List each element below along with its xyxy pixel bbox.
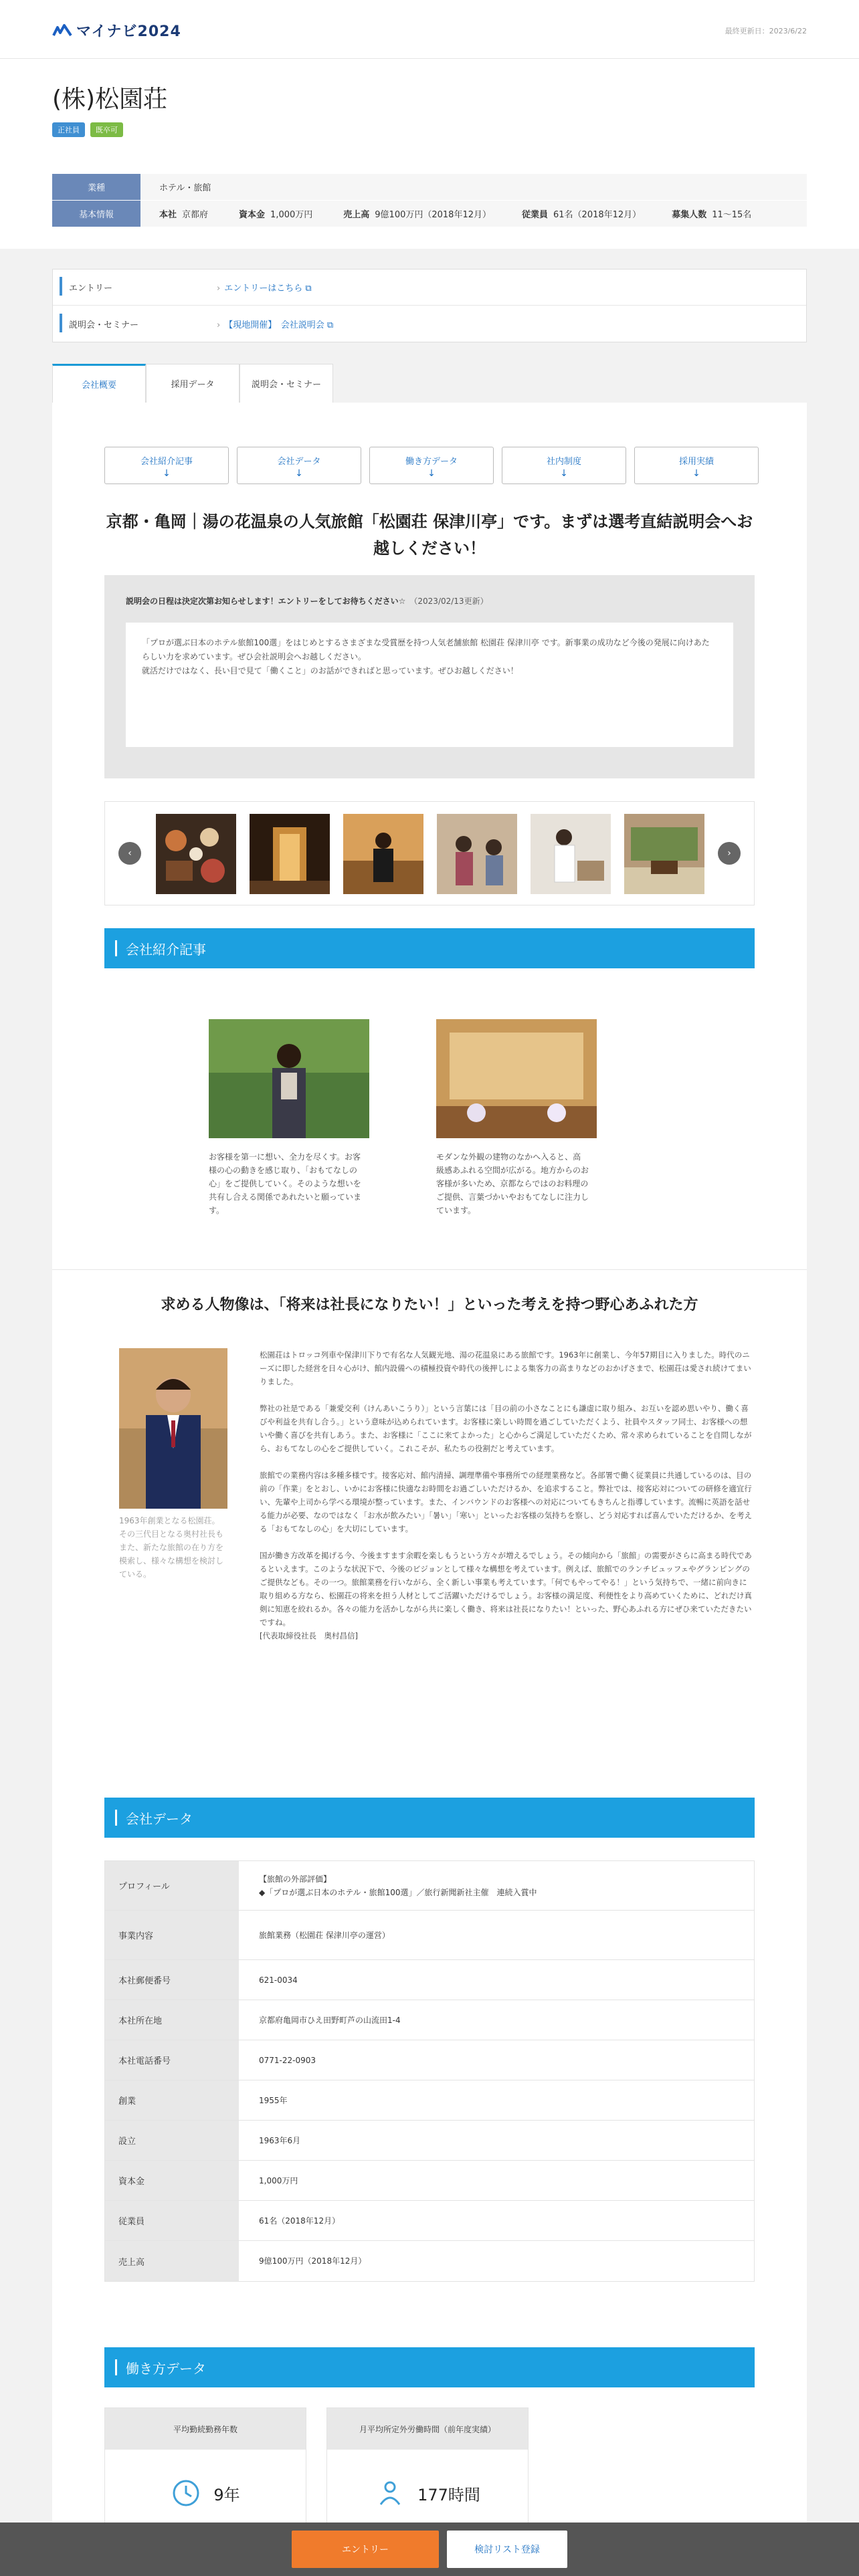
table-cell xyxy=(239,2040,754,2080)
article-photo-okami xyxy=(209,1019,369,1138)
work-stats xyxy=(104,2407,529,2541)
chevron-left-icon[interactable]: ‹ xyxy=(118,842,141,865)
table-header: 事業内容 xyxy=(105,1911,239,1959)
person-caption: 1963年創業となる松園荘。その三代目となる奥村社長もまた、新たな旅館の在り方を模索し、様々な構想を検討している。 xyxy=(119,1516,224,1579)
info-value xyxy=(140,174,807,200)
table-cell xyxy=(239,1960,754,2000)
section-title-data: 会社データ xyxy=(104,1798,755,1838)
table-row xyxy=(105,2121,754,2161)
entry-link[interactable] xyxy=(217,281,312,294)
table-cell xyxy=(239,1861,754,1910)
tab-recruit-data[interactable]: 採用データ xyxy=(146,364,240,403)
company-name: (株)松園荘 xyxy=(52,86,168,113)
anchor-nav xyxy=(104,447,759,484)
gallery-photo-room[interactable] xyxy=(624,814,704,894)
cell-line: 621-0034 xyxy=(259,1975,298,1985)
section-title-intro: 会社紹介記事 xyxy=(104,928,755,968)
anchor-intro[interactable] xyxy=(104,447,229,484)
external-link-icon: ⧉ xyxy=(326,320,334,330)
industry-value: ホテル・旅館 xyxy=(159,183,211,193)
info-label: 基本情報 xyxy=(52,201,140,227)
notice-title-text: 説明会の日程は決定次第お知らせします！エントリーをしてお待ちください☆ xyxy=(126,597,406,606)
table-header: 資本金 xyxy=(105,2161,239,2200)
seminar-link-text: 【現地開催】 会社説明会 xyxy=(224,320,324,330)
table-cell xyxy=(239,2241,754,2281)
president-photo xyxy=(119,1348,227,1509)
gallery-photo-staff[interactable] xyxy=(343,814,423,894)
arrow-down-icon: ↓ xyxy=(692,468,700,479)
recruit-value: 11～15名 xyxy=(712,210,752,220)
notice-title xyxy=(126,595,733,607)
stat-head: 平均勤続勤務年数 xyxy=(105,2408,306,2450)
table-header: 設立 xyxy=(105,2121,239,2160)
table-cell xyxy=(239,2201,754,2240)
info-label: 業種 xyxy=(52,174,140,200)
anchor-label: 採用実績 xyxy=(678,457,714,467)
table-row xyxy=(105,2241,754,2281)
company-head xyxy=(0,59,859,249)
table-row xyxy=(105,2161,754,2201)
anchor-label: 会社データ xyxy=(277,457,321,467)
entry-link-text: エントリーはこちら xyxy=(224,284,303,294)
anchor-label: 社内制度 xyxy=(546,457,581,467)
table-cell xyxy=(239,2000,754,2040)
anchor-work[interactable] xyxy=(369,447,494,484)
info-table xyxy=(52,174,807,227)
entry-box xyxy=(52,269,807,342)
tab-bar xyxy=(52,364,333,403)
gallery-thumbs xyxy=(156,814,704,894)
table-cell xyxy=(239,2161,754,2200)
stat-value: 177時間 xyxy=(417,2485,480,2504)
stat-card xyxy=(104,2407,306,2541)
info-row-basic xyxy=(52,201,807,227)
cell-line: 61名（2018年12月） xyxy=(259,2216,341,2226)
stat-value: 9年 xyxy=(213,2485,240,2504)
catch-copy: 京都・亀岡｜湯の花温泉の人気旅館「松園荘 保津川亭」です。まずは選考直結説明会へお越しください！ xyxy=(106,512,753,558)
section-title-work: 働き方データ xyxy=(104,2347,755,2387)
logo-text: マイナビ2024 xyxy=(76,23,181,40)
article-photo-lobby xyxy=(436,1019,597,1138)
stat-card xyxy=(326,2407,529,2541)
capital-label: 資本金 xyxy=(239,210,266,220)
cell-line: ◆「プロが選ぶ日本のホテル・旅館100選」／旅行新聞新社主催 連続入賞中 xyxy=(259,1887,537,1897)
cell-line: 1955年 xyxy=(259,2095,288,2105)
seminar-label: 説明会・セミナー xyxy=(53,318,217,330)
cell-line: 0771-22-0903 xyxy=(259,2055,316,2065)
notice-box xyxy=(104,575,755,778)
table-row xyxy=(105,1960,754,2000)
mynavi-logo-icon xyxy=(52,23,72,38)
gallery-photo-interior[interactable] xyxy=(250,814,330,894)
add-to-list-button[interactable]: 検討リスト登録 xyxy=(447,2531,567,2568)
cell-line: 京都府亀岡市ひえ田野町芦の山流田1-4 xyxy=(259,2015,401,2025)
cell-line: 1963年6月 xyxy=(259,2135,301,2145)
article-text: お客様を第一に想い、全力を尽くす。お客様の心の動きを感じ取り、「おもてなしの心」をご提供していく。そのような想いを共有し合える関係であれたいと願っています。 xyxy=(209,1152,362,1215)
seminar-row xyxy=(53,306,806,342)
tab-overview[interactable]: 会社概要 xyxy=(52,364,146,403)
article-list xyxy=(104,1019,755,1217)
table-header: 本社郵便番号 xyxy=(105,1960,239,2000)
employees-label: 従業員 xyxy=(522,210,549,220)
table-header: 創業 xyxy=(105,2080,239,2120)
table-cell xyxy=(239,2121,754,2160)
arrow-down-icon: ↓ xyxy=(427,468,436,479)
anchor-label: 会社紹介記事 xyxy=(140,457,193,467)
article-card xyxy=(209,1019,369,1217)
notice-body: 「プロが選ぶ日本のホテル旅館100選」をはじめとするさまざまな受賞歴を持つ人気老舗旅館 松園荘 保津川亭 です。新事業の成功など今後の発展に向けあたらしい力を求めています。ぜひ会社説明会へお越しください。 就活だけではなく、長い目で見て「働くこと」のお話ができればと思っています。ぜひお越しください！ xyxy=(126,623,733,747)
hq-label: 本社 xyxy=(159,210,177,220)
info-value xyxy=(140,201,807,227)
table-row xyxy=(105,1861,754,1911)
site-logo[interactable] xyxy=(52,20,181,41)
entry-row xyxy=(53,270,806,306)
gallery-photo-service[interactable] xyxy=(437,814,517,894)
table-row xyxy=(105,2000,754,2040)
table-row xyxy=(105,2201,754,2241)
chevron-right-icon: › xyxy=(217,284,221,294)
main-panel xyxy=(52,403,807,2576)
sales-label: 売上高 xyxy=(343,210,370,220)
table-header: 従業員 xyxy=(105,2201,239,2240)
entry-label: エントリー xyxy=(53,281,217,294)
person-title: 求める人物像は、「将来は社長になりたい！」といった考えを持つ野心あふれた方 xyxy=(161,1297,698,1313)
stat-body xyxy=(327,2478,528,2508)
company-data-table xyxy=(104,1860,755,2282)
seminar-link[interactable] xyxy=(217,318,333,330)
external-link-icon: ⧉ xyxy=(305,284,312,294)
tag-list xyxy=(52,122,807,137)
cell-line: 9億100万円（2018年12月） xyxy=(259,2256,367,2266)
person-body: 松園荘はトロッコ列車や保津川下りで有名な人気観光地、湯の花温泉にある旅館です。1963年に創業し、今年57期目に入りました。時代のニーズに即した経営を日々心がけ、館内設備への積極投資や時代の後押しによる集客力の高まりなどのおかげさまで、松園荘は愛され続けてまいりました。 弊社の社是である「兼愛交利（けんあいこうり）」という言葉には「目の前の小さなことにも謙虚に取り組み、お互いを認め思いやり、働く喜びや利益を共有し合う。」という意味が込められています。お客様に楽しい時間を過ごしていただくよう、社員やスタッフ同士、お客様への想いや働く喜びを共有しあう。また、お客様に「ここに来てよかった」と心からご満足していただくため、常々求められていることを自問しながら、おもてなしの心をご提供していく。これこそが、私たちの役割だと考えています。 旅館での業務内容は多種多様です。接客応対、館内清掃、調理準備や事務所での経理業務など。各部署で働く従業員に共通しているのは、目の前の「作業」をとおし、いかにお客様に快適なお時間をお過ごしいただけるか、を追求すること。弊社では、接客応対についての研修を適宜行い、先輩や上司から学べる環境が整っています。また、インバウンドのお客様への対応についてもきちんと指導しています。流暢に英語を話せる能力が必要、なのではなく「お水が飲みたい」「暑い」「寒い」といったお客様の気持ちを察し、どう対応すれば喜んでいただけるか、を考える「おもてなしの心」を大切にしています。 国が働き方改革を掲げる今、今後ますます余暇を楽しもうという方々が増えるでしょう。その傾向から「旅館」の需要がさらに高まる時代であるといえます。このような状況下で、今後のビジョンとして様々な構想を考えています。例えば、旅館でのランチビュッフェやグランピングのご提供なども。その一つ。旅館業務を行いながら、全く新しい事業も考えています。「何でもやってやる！」という気持ちで、一緒に前向きに取り組める方なら、松園荘の将来を担う人材としてご活躍いただけるでしょう。お客様の満足度、利便性をより高めていくために、どれだけ真剣に知恵を絞れるか。各々の能力を活かしながら共に楽しく働き、将来は社長になりたい！といった、野心あふれる方にぜひ来ていただきたいですね。 [代表取締役社長 奥村昌信] xyxy=(260,1350,752,1640)
capital-value: 1,000万円 xyxy=(270,210,313,220)
table-row xyxy=(105,2040,754,2080)
divider xyxy=(52,1269,807,1270)
table-row xyxy=(105,1911,754,1960)
table-header: 本社電話番号 xyxy=(105,2040,239,2080)
chevron-right-icon: › xyxy=(217,320,221,330)
tag-graduate-ok: 既卒可 xyxy=(90,122,123,137)
chevron-right-icon[interactable]: › xyxy=(718,842,741,865)
sales-value: 9億100万円（2018年12月） xyxy=(375,210,491,220)
arrow-down-icon: ↓ xyxy=(295,468,303,479)
bottom-action-bar xyxy=(0,2523,859,2576)
info-row-industry xyxy=(52,174,807,201)
table-cell xyxy=(239,1911,754,1959)
employees-value: 61名（2018年12月） xyxy=(553,210,642,220)
hq-value: 京都府 xyxy=(182,210,209,220)
table-row xyxy=(105,2080,754,2121)
arrow-down-icon: ↓ xyxy=(163,468,171,479)
entry-button[interactable]: エントリー xyxy=(292,2531,439,2568)
gallery-photo-chef[interactable] xyxy=(531,814,611,894)
stat-body xyxy=(105,2478,306,2508)
article-card xyxy=(436,1019,597,1217)
photo-gallery xyxy=(104,801,755,905)
gallery-photo-food[interactable] xyxy=(156,814,236,894)
tag-full-time: 正社員 xyxy=(52,122,85,137)
cell-line: 1,000万円 xyxy=(259,2175,298,2185)
anchor-data[interactable] xyxy=(237,447,361,484)
cell-line: 旅館業務（松園荘 保津川亭の運営） xyxy=(259,1930,390,1940)
tab-seminar[interactable]: 説明会・セミナー xyxy=(240,364,333,403)
recruit-label: 募集人数 xyxy=(672,210,707,220)
anchor-results[interactable] xyxy=(634,447,759,484)
table-cell xyxy=(239,2080,754,2120)
stat-head: 月平均所定外労働時間（前年度実績） xyxy=(327,2408,528,2450)
arrow-down-icon: ↓ xyxy=(560,468,568,479)
table-header: 本社所在地 xyxy=(105,2000,239,2040)
last-updated: 最終更新日：2023/6/22 xyxy=(725,27,807,35)
cell-line: 【旅館の外部評価】 xyxy=(259,1874,332,1884)
people-icon xyxy=(375,2478,405,2508)
clock-icon xyxy=(171,2478,201,2508)
anchor-system[interactable] xyxy=(502,447,626,484)
site-header xyxy=(0,0,859,59)
table-header: 売上高 xyxy=(105,2241,239,2281)
article-text: モダンな外観の建物のなかへ入ると、高級感あふれる空間が広がる。地方からのお客様が多いため、京都ならではのお料理のご提供、言葉づかいやおもてなしに注力しています。 xyxy=(436,1152,589,1215)
table-header: プロフィール xyxy=(105,1861,239,1910)
notice-date: （2023/02/13更新） xyxy=(409,597,488,606)
anchor-label: 働き方データ xyxy=(405,457,458,467)
